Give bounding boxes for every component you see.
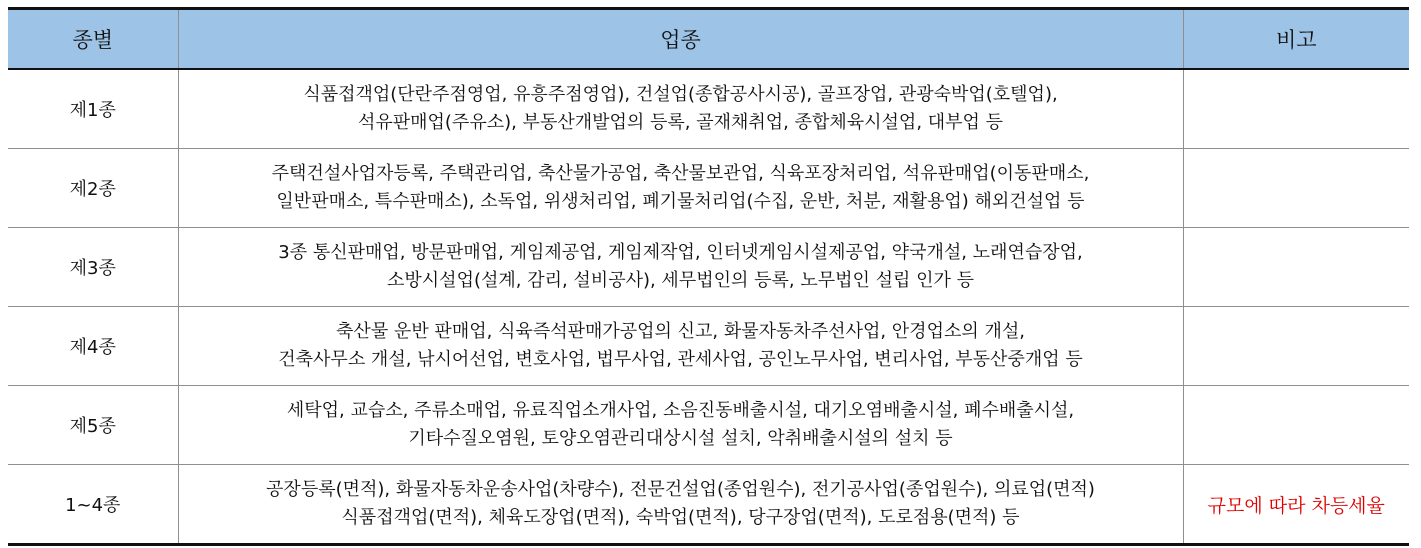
- row-business: [178, 307, 1183, 386]
- row-note: [1183, 228, 1409, 307]
- table-row: [8, 149, 1409, 228]
- row-kind: 제4종: [8, 307, 178, 386]
- row-business: [178, 386, 1183, 465]
- row-kind: 제5종: [8, 386, 178, 465]
- row-note: [1183, 307, 1409, 386]
- header-kind: 종별: [8, 9, 178, 70]
- business-line: 축산물 운반 판매업, 식육즉석판매가공업의 신고, 화물자동차주선사업, 안경업소의 개설,: [336, 321, 1025, 342]
- row-business: [178, 465, 1183, 545]
- row-kind: 제3종: [8, 228, 178, 307]
- row-business: [178, 228, 1183, 307]
- business-line: 일반판매소, 특수판매소), 소독업, 위생처리업, 폐기물처리업(수집, 운반, 처분, 재활용업) 해외건설업 등: [276, 191, 1085, 212]
- business-line: 소방시설업(설계, 감리, 설비공사), 세무법인의 등록, 노무법인 설립 인가 등: [387, 270, 974, 291]
- header-note: 비고: [1183, 9, 1409, 70]
- business-line: 건축사무소 개설, 낚시어선업, 변호사업, 법무사업, 관세사업, 공인노무사업, 변리사업, 부동산중개업 등: [278, 349, 1083, 370]
- row-kind: 1~4종: [8, 465, 178, 545]
- row-business: [178, 69, 1183, 149]
- table-row: [8, 386, 1409, 465]
- business-line: 식품접객업(단란주점영업, 유흥주점영업), 건설업(종합공사시공), 골프장업, 관광숙박업(호텔업),: [303, 84, 1058, 105]
- business-line: 3종 통신판매업, 방문판매업, 게임제공업, 게임제작업, 인터넷게임시설제공업, 약국개설, 노래연습장업,: [278, 242, 1083, 263]
- table-row: [8, 228, 1409, 307]
- license-tax-table: [8, 7, 1409, 546]
- row-kind: 제2종: [8, 149, 178, 228]
- business-line: 석유판매업(주유소), 부동산개발업의 등록, 골재채취업, 종합체육시설업, 대부업 등: [357, 112, 1004, 133]
- row-note: 규모에 따라 차등세율: [1183, 465, 1409, 545]
- table-row: [8, 307, 1409, 386]
- header-business: 업종: [178, 9, 1183, 70]
- business-line: 공장등록(면적), 화물자동차운송사업(차량수), 전문건설업(종업원수), 전기공사업(종업원수), 의료업(면적): [266, 479, 1095, 500]
- table-row: [8, 465, 1409, 545]
- row-note: [1183, 386, 1409, 465]
- business-line: 식품접객업(면적), 체육도장업(면적), 숙박업(면적), 당구장업(면적), 도로점용(면적) 등: [341, 507, 1020, 528]
- business-line: 주택건설사업자등록, 주택관리업, 축산물가공업, 축산물보관업, 식육포장처리업, 석유판매업(이동판매소,: [271, 163, 1090, 184]
- row-note: [1183, 69, 1409, 149]
- header-row: [8, 9, 1409, 70]
- table-row: [8, 69, 1409, 149]
- row-kind: 제1종: [8, 69, 178, 149]
- business-line: 세탁업, 교습소, 주류소매업, 유료직업소개사업, 소음진동배출시설, 대기오염배출시설, 폐수배출시설,: [286, 400, 1075, 421]
- row-business: [178, 149, 1183, 228]
- business-line: 기타수질오염원, 토양오염관리대상시설 설치, 악취배출시설의 설치 등: [408, 428, 953, 449]
- row-note: [1183, 149, 1409, 228]
